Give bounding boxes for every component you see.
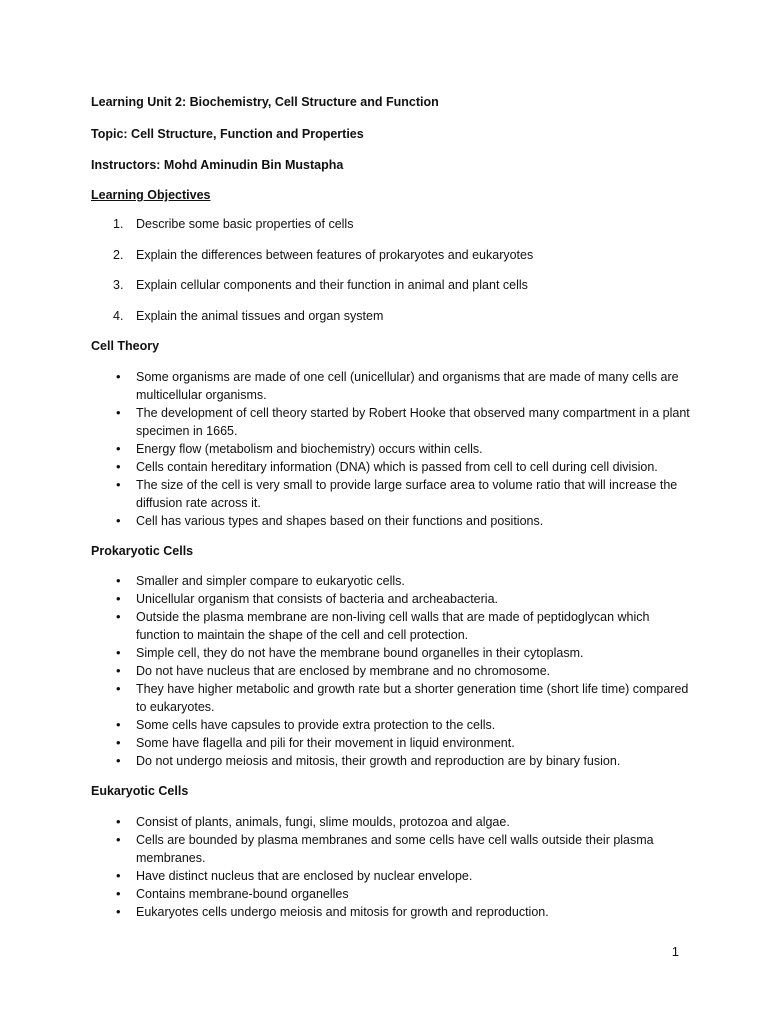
list-item: • Some cells have capsules to provide extra protection to the cells. <box>91 716 691 734</box>
topic-line: Topic: Cell Structure, Function and Properties <box>91 127 364 141</box>
list-item: • Consist of plants, animals, fungi, slime moulds, protozoa and algae. <box>91 813 691 831</box>
objectives-list <box>91 214 691 336</box>
objective-item <box>91 214 691 245</box>
list-item: • Smaller and simpler compare to eukaryotic cells. <box>91 572 691 590</box>
page-number: 1 <box>671 944 679 959</box>
objective-item <box>91 306 691 337</box>
objective-item <box>91 275 691 306</box>
list-item: • Cells contain hereditary information (DNA) which is passed from cell to cell during cell division. <box>91 458 691 476</box>
objectives-heading: Learning Objectives <box>91 188 211 202</box>
list-item: • Do not undergo meiosis and mitosis, their growth and reproduction are by binary fusion. <box>91 752 691 770</box>
list-item: • Outside the plasma membrane are non-living cell walls that are made of peptidoglycan which function to maintain the shape of the cell and cell protection. <box>91 608 691 644</box>
list-item: • Some have flagella and pili for their movement in liquid environment. <box>91 734 691 752</box>
objective-text: Explain the differences between features of prokaryotes and eukaryotes <box>136 247 534 262</box>
list-item: • They have higher metabolic and growth rate but a shorter generation time (short life time) compared to eukaryotes. <box>91 680 691 716</box>
list-item: • The development of cell theory started by Robert Hooke that observed many compartment in a plant specimen in 1665. <box>91 404 691 440</box>
objective-text: Explain cellular components and their function in animal and plant cells <box>136 278 528 292</box>
objective-number: 1. <box>113 217 124 231</box>
eukaryotic-list <box>91 813 691 921</box>
unit-title: Learning Unit 2: Biochemistry, Cell Structure and Function <box>91 95 439 109</box>
list-item: • Unicellular organism that consists of bacteria and archeabacteria. <box>91 590 691 608</box>
list-item: • Eukaryotes cells undergo meiosis and mitosis for growth and reproduction. <box>91 903 691 921</box>
objective-text: Explain the animal tissues and organ system <box>136 308 384 323</box>
cell-theory-list <box>91 368 691 530</box>
list-item: • Cell has various types and shapes based on their functions and positions. <box>91 512 691 530</box>
list-item: • Simple cell, they do not have the membrane bound organelles in their cytoplasm. <box>91 644 691 662</box>
list-item: • Contains membrane-bound organelles <box>91 885 691 903</box>
list-item: • Energy flow (metabolism and biochemistry) occurs within cells. <box>91 440 691 458</box>
objective-number: 4. <box>113 308 124 323</box>
list-item: • Do not have nucleus that are enclosed by membrane and no chromosome. <box>91 662 691 680</box>
cell-theory-heading: Cell Theory <box>91 339 160 353</box>
instructors-line: Instructors: Mohd Aminudin Bin Mustapha <box>91 158 344 172</box>
eukaryotic-heading: Eukaryotic Cells <box>91 784 189 798</box>
prokaryotic-heading: Prokaryotic Cells <box>91 544 194 558</box>
objective-number: 2. <box>113 247 124 262</box>
list-item: • Some organisms are made of one cell (unicellular) and organisms that are made of many cells are multicellular organisms. <box>91 368 691 404</box>
objective-number: 3. <box>113 278 124 292</box>
objective-item <box>91 245 691 276</box>
objective-text: Describe some basic properties of cells <box>136 217 354 231</box>
list-item: • Have distinct nucleus that are enclosed by nuclear envelope. <box>91 867 691 885</box>
list-item: • The size of the cell is very small to provide large surface area to volume ratio that will increase the diffusion rate across it. <box>91 476 691 512</box>
list-item: • Cells are bounded by plasma membranes and some cells have cell walls outside their plasma membranes. <box>91 831 691 867</box>
prokaryotic-list <box>91 572 691 770</box>
